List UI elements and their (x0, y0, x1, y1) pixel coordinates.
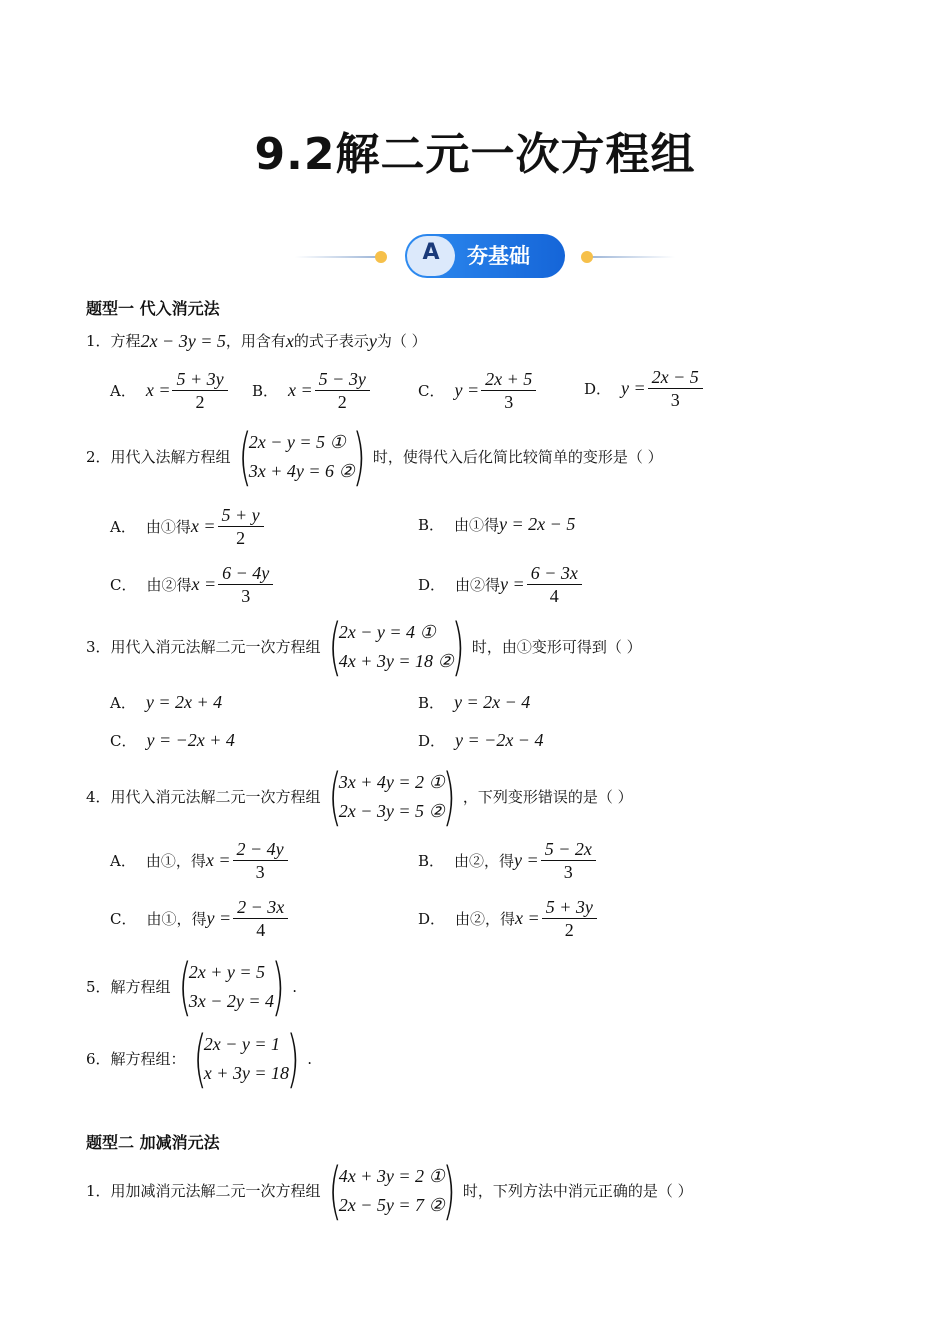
option-c[interactable] (110, 896, 290, 941)
section-heading: 题型二 加减消元法 (86, 1133, 220, 1152)
option-text: 由①得 (145, 518, 191, 536)
numerator: 6 − 4y (218, 562, 273, 585)
option-label: B． (252, 382, 279, 400)
option-lhs: y = (500, 574, 525, 594)
equation-row: 2x − 5y = 7 ② (338, 1195, 445, 1215)
question-text: . (292, 978, 298, 996)
option-label: A． (110, 382, 136, 400)
fraction (481, 368, 536, 413)
option-label: D． (584, 380, 612, 398)
equation-row: x + 3y = 18 (203, 1063, 290, 1083)
option-d[interactable] (418, 896, 599, 941)
denominator: 2 (564, 920, 574, 940)
question-text: 时，下列方法中消元正确的是（ ） (462, 1182, 693, 1200)
numerator: 2 − 3x (233, 896, 288, 919)
question-text: 用代入法解方程组 (110, 448, 231, 466)
fraction (233, 896, 288, 941)
option-text: 由①得 (454, 516, 500, 534)
option-lhs: y = (206, 908, 232, 928)
question-number: 3． (86, 638, 111, 656)
numerator: 6 − 3x (527, 562, 582, 585)
equation-row: 2x − 3y = 5 ② (338, 801, 445, 821)
option-lhs: x = (288, 380, 313, 400)
fraction (648, 366, 703, 411)
equation-system (323, 760, 461, 833)
option-label: B． (418, 694, 445, 712)
question-number: 1． (86, 1182, 111, 1200)
denominator: 4 (549, 586, 559, 606)
equation-system (233, 420, 371, 493)
section-heading: 题型一 代入消元法 (86, 299, 220, 318)
fraction (541, 838, 596, 883)
option-expression: y = 2x − 5 (499, 514, 576, 534)
question-number: 4． (86, 788, 111, 806)
option-d[interactable] (584, 366, 705, 411)
option-label: D． (418, 732, 446, 750)
option-label: A． (110, 852, 136, 870)
option-a[interactable] (110, 368, 230, 413)
question-5 (86, 950, 298, 1023)
denominator: 2 (195, 392, 205, 412)
equation-row: 3x + 4y = 2 ① (338, 772, 445, 792)
question-text: 用代入消元法解二元一次方程组 (110, 788, 321, 806)
equation-row: 4x + 3y = 18 ② (338, 651, 454, 671)
fraction (218, 562, 273, 607)
denominator: 3 (504, 392, 514, 412)
fraction (542, 896, 597, 941)
option-text: 由②，得 (455, 910, 516, 928)
option-d[interactable] (418, 730, 543, 751)
fraction (172, 368, 227, 413)
right-brace: ) (451, 610, 465, 683)
option-c[interactable] (110, 562, 275, 607)
equation-row: 2x − y = 4 ① (338, 622, 436, 642)
question-number: 6． (86, 1050, 111, 1068)
option-a[interactable] (110, 692, 222, 713)
question-text: 时，由①变形可得到（ ） (471, 638, 642, 656)
equation-row: 3x − 2y = 4 (188, 991, 275, 1011)
option-label: B． (418, 516, 445, 534)
question-3 (86, 610, 642, 683)
denominator: 3 (255, 862, 265, 882)
fraction (218, 504, 264, 549)
option-b[interactable] (418, 838, 598, 883)
option-label: C． (418, 382, 445, 400)
left-brace: ( (328, 610, 342, 683)
question-text: 用加减消元法解二元一次方程组 (110, 1182, 321, 1200)
left-brace: ( (193, 1022, 207, 1095)
question-text: ，用含有 (225, 332, 286, 350)
question-number: 2． (86, 448, 111, 466)
option-label: C． (110, 576, 137, 594)
option-c[interactable] (110, 730, 235, 751)
denominator: 3 (241, 586, 251, 606)
question-2 (86, 420, 663, 493)
option-lhs: x = (205, 850, 231, 870)
option-text: 由②得 (455, 576, 501, 594)
denominator: 3 (563, 862, 573, 882)
option-lhs: y = (514, 850, 539, 870)
question-text: 时，使得代入后化简比较简单的变形是（ ） (372, 448, 663, 466)
option-b[interactable] (418, 692, 530, 713)
equation: 2x − 3y = 5 (140, 331, 226, 351)
question-number: 1． (86, 332, 111, 350)
right-brace: ) (442, 1154, 456, 1227)
question-text: 用代入消元法解二元一次方程组 (110, 638, 321, 656)
option-label: B． (418, 852, 445, 870)
option-expression: y = −2x − 4 (455, 730, 544, 750)
question-text: 方程 (110, 332, 141, 350)
option-a[interactable] (110, 504, 266, 549)
right-dot-icon (581, 251, 593, 263)
denominator: 2 (337, 392, 347, 412)
option-text: 由①，得 (146, 910, 207, 928)
option-label: D． (418, 576, 446, 594)
option-label: D． (418, 910, 446, 928)
equation-system (173, 950, 291, 1023)
option-label: C． (110, 732, 137, 750)
fraction (527, 562, 582, 607)
option-lhs: x = (145, 380, 171, 400)
left-brace: ( (178, 950, 192, 1023)
option-lhs: x = (515, 908, 540, 928)
equation-row: 2x − y = 5 ① (248, 432, 346, 452)
option-d[interactable] (418, 562, 584, 607)
equation-system (188, 1022, 306, 1095)
numerator: 5 + y (218, 504, 264, 527)
numerator: 5 + 3y (542, 896, 597, 919)
option-lhs: y = (454, 380, 480, 400)
option-text: 由①，得 (145, 852, 206, 870)
question-text: ，下列变形错误的是（ ） (462, 788, 633, 806)
numerator: 5 + 3y (172, 368, 227, 391)
question-1 (86, 326, 427, 356)
numerator: 2x + 5 (481, 368, 536, 391)
left-dot-icon (375, 251, 387, 263)
question-text: 解方程组： (110, 1050, 186, 1068)
option-expression: y = −2x + 4 (146, 730, 235, 750)
option-lhs: x = (190, 516, 216, 536)
option-lhs: y = (621, 378, 646, 398)
numerator: 5 − 2x (541, 838, 596, 861)
left-brace: ( (238, 420, 252, 493)
equation-row: 2x + y = 5 (188, 962, 266, 982)
question-text: . (307, 1050, 313, 1068)
option-lhs: x = (191, 574, 217, 594)
option-text: 由②，得 (454, 852, 515, 870)
numerator: 2 − 4y (233, 838, 288, 861)
denominator: 4 (256, 920, 266, 940)
variable: y (368, 331, 377, 351)
option-label: A． (110, 518, 136, 536)
question-text: 的式子表示 (293, 332, 369, 350)
option-c[interactable] (418, 368, 538, 413)
option-b[interactable] (418, 514, 575, 535)
banner-label: 夯基础 (467, 244, 530, 268)
left-brace: ( (328, 760, 342, 833)
question-number: 5． (86, 978, 111, 996)
variable: x (285, 331, 294, 351)
question-text: 解方程组 (110, 978, 171, 996)
option-expression: y = 2x − 4 (454, 692, 531, 712)
numerator: 5 − 3y (315, 368, 370, 391)
numerator: 2x − 5 (648, 366, 703, 389)
right-brace: ) (271, 950, 285, 1023)
equation-row: 3x + 4y = 6 ② (248, 461, 355, 481)
question-4 (86, 760, 633, 833)
banner-letter: A (422, 240, 440, 265)
option-text: 由②得 (146, 576, 192, 594)
option-label: C． (110, 910, 137, 928)
left-brace: ( (328, 1154, 342, 1227)
option-a[interactable] (110, 838, 290, 883)
equation-system (323, 1154, 461, 1227)
denominator: 2 (236, 528, 246, 548)
option-expression: y = 2x + 4 (145, 692, 223, 712)
option-label: A． (110, 694, 136, 712)
equation-row: 2x − y = 1 (203, 1034, 281, 1054)
page-title: 9.2解二元一次方程组 (254, 129, 696, 180)
equation-system (323, 610, 470, 683)
level-banner (295, 228, 675, 284)
fraction (315, 368, 370, 413)
question-6 (86, 1022, 313, 1095)
question-text: 为（ ） (376, 332, 427, 350)
option-b[interactable] (252, 368, 372, 413)
right-brace: ) (352, 420, 366, 493)
right-brace: ) (442, 760, 456, 833)
fraction (233, 838, 288, 883)
right-brace: ) (286, 1022, 300, 1095)
question-7 (86, 1154, 693, 1227)
equation-row: 4x + 3y = 2 ① (338, 1166, 445, 1186)
denominator: 3 (670, 390, 680, 410)
